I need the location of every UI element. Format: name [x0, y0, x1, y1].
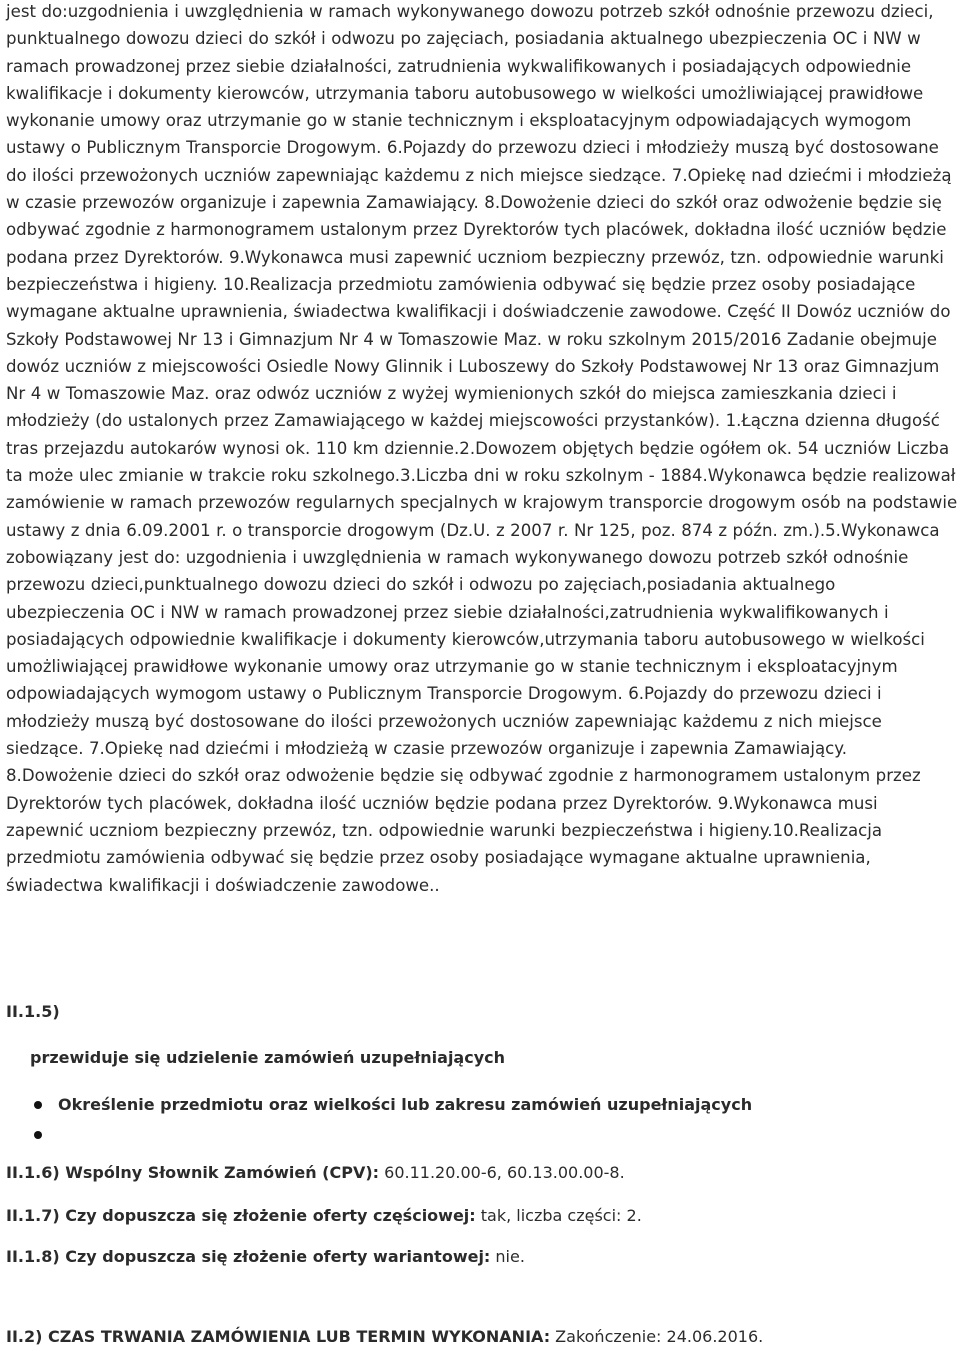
section-value: 60.11.20.00-6, 60.13.00.00-8. — [379, 1163, 625, 1182]
section-label: II.1.6) Wspólny Słownik Zamówień (CPV): — [6, 1163, 380, 1182]
list-item-text: Określenie przedmiotu oraz wielkości lub zakresu zamówień uzupełniających — [58, 1095, 753, 1114]
section-value: Zakończenie: 24.06.2016. — [550, 1327, 764, 1346]
section-heading-ii-1-5: II.1.5) — [6, 1002, 60, 1021]
section-ii-1-8 — [6, 1246, 525, 1268]
supplementary-orders-heading: przewiduje się udzielenie zamówień uzupełniających — [30, 1048, 506, 1067]
bullet-icon — [34, 1101, 42, 1109]
list-item — [0, 1120, 752, 1150]
section-label: II.1.8) Czy dopuszcza się złożenie oferty wariantowej: — [6, 1247, 491, 1266]
bullet-list — [0, 1090, 752, 1150]
list-item — [0, 1090, 752, 1120]
section-label: II.1.7) Czy dopuszcza się złożenie oferty częściowej: — [6, 1206, 476, 1225]
section-ii-1-6 — [6, 1162, 625, 1184]
section-value: nie. — [490, 1247, 525, 1266]
section-label: II.2) CZAS TRWANIA ZAMÓWIENIA LUB TERMIN WYKONANIA: — [6, 1327, 551, 1346]
bullet-icon — [34, 1131, 42, 1139]
body-paragraph: jest do:uzgodnienia i uwzględnienia w ramach wykonywanego dowozu potrzeb szkół odnośnie przewozu dzieci, punktualnego dowozu dzieci do szkół i odwozu po zajęciach, posiadania aktualnego ubezpieczenia OC i NW w ramach prowadzonej przez siebie działalności, zatrudnienia wykwalifikowanych i posiadających odpowiednie kwalifikacje i dokumenty kierowców, utrzymania taboru autobusowego w wielkości umożliwiającej prawidłowe wykonanie umowy oraz utrzymanie go w stanie technicznym i eksploatacyjnym odpowiadających wymogom ustawy o Publicznym Transporcie Drogowym. 6.Pojazdy do przewozu dzieci i młodzieży muszą być dostosowane do ilości przewożonych uczniów zapewniając każdemu z nich miejsce siedzące. 7.Opiekę nad dziećmi i młodzieżą w czasie przewozów organizuje i zapewnia Zamawiający. 8.Dowożenie dzieci do szkół oraz odwożenie będzie się odbywać zgodnie z harmonogramem ustalonym przez Dyrektorów tych placówek, dokładna ilość uczniów będzie podana przez Dyrektorów. 9.Wykonawca musi zapewnić uczniom bezpieczny przewóz, tzn. odpowiednie warunki bezpieczeństwa i higieny. 10.Realizacja przedmiotu zamówienia odbywać się będzie przez osoby posiadające wymagane aktualne uprawnienia, świadectwa kwalifikacji i doświadczenie zawodowe. Część II Dowóz uczniów do Szkoły Podstawowej Nr 13 i Gimnazjum Nr 4 w Tomaszowie Maz. w roku szkolnym 2015/2016 Zadanie obejmuje dowóz uczniów z miejscowości Osiedle Nowy Glinnik i Luboszewy do Szkoły Podstawowej Nr 13 oraz Gimnazjum Nr 4 w Tomaszowie Maz. oraz odwóz uczniów z wyżej wymienionych szkół do miejsca zamieszkania dzieci i młodzieży (do ustalonych przez Zamawiającego w każdej miejscowości przystanków). 1.Łączna dzienna długość tras przejazdu autokarów wynosi ok. 110 km dziennie.2.Dowozem objętych będzie ogółem ok. 54 uczniów Liczba ta może ulec zmianie w trakcie roku szkolnego.3.Liczba dni w roku szkolnym - 1884.Wykonawca będzie realizował zamówienie w ramach przewozów regularnych specjalnych w krajowym transporcie drogowym osób na podstawie ustawy z dnia 6.09.2001 r. o transporcie drogowym (Dz.U. z 2007 r. Nr 125, poz. 874 z późn. zm.).5.Wykonawca zobowiązany jest do: uzgodnienia i uwzględnienia w ramach wykonywanego dowozu potrzeb szkół odnośnie przewozu dzieci,punktualnego dowozu dzieci do szkół i odwozu po zajęciach,posiadania aktualnego ubezpieczenia OC i NW w ramach prowadzonej przez siebie działalności,zatrudnienia wykwalifikowanych i posiadających odpowiednie kwalifikacje i dokumenty kierowców,utrzymania taboru autobusowego w wielkości umożliwiającej prawidłowe wykonanie umowy oraz utrzymanie go w stanie technicznym i eksploatacyjnym odpowiadających wymogom ustawy o Publicznym Transporcie Drogowym. 6.Pojazdy do przewozu dzieci i młodzieży muszą być dostosowane do ilości przewożonych uczniów zapewniając każdemu z nich miejsce siedzące. 7.Opiekę nad dziećmi i młodzieżą w czasie przewozów organizuje i zapewnia Zamawiający. 8.Dowożenie dzieci do szkół oraz odwożenie będzie się odbywać zgodnie z harmonogramem ustalonym przez Dyrektorów tych placówek, dokładna ilość uczniów będzie podana przez Dyrektorów. 9.Wykonawca musi zapewnić uczniom bezpieczny przewóz, tzn. odpowiednie warunki bezpieczeństwa i higieny.10.Realizacja przedmiotu zamówienia odbywać się będzie przez osoby posiadające wymagane aktualne uprawnienia, świadectwa kwalifikacji i doświadczenie zawodowe.. — [6, 2, 958, 895]
section-value: tak, liczba części: 2. — [475, 1206, 642, 1225]
section-ii-2 — [6, 1326, 763, 1348]
section-ii-1-7 — [6, 1205, 642, 1227]
